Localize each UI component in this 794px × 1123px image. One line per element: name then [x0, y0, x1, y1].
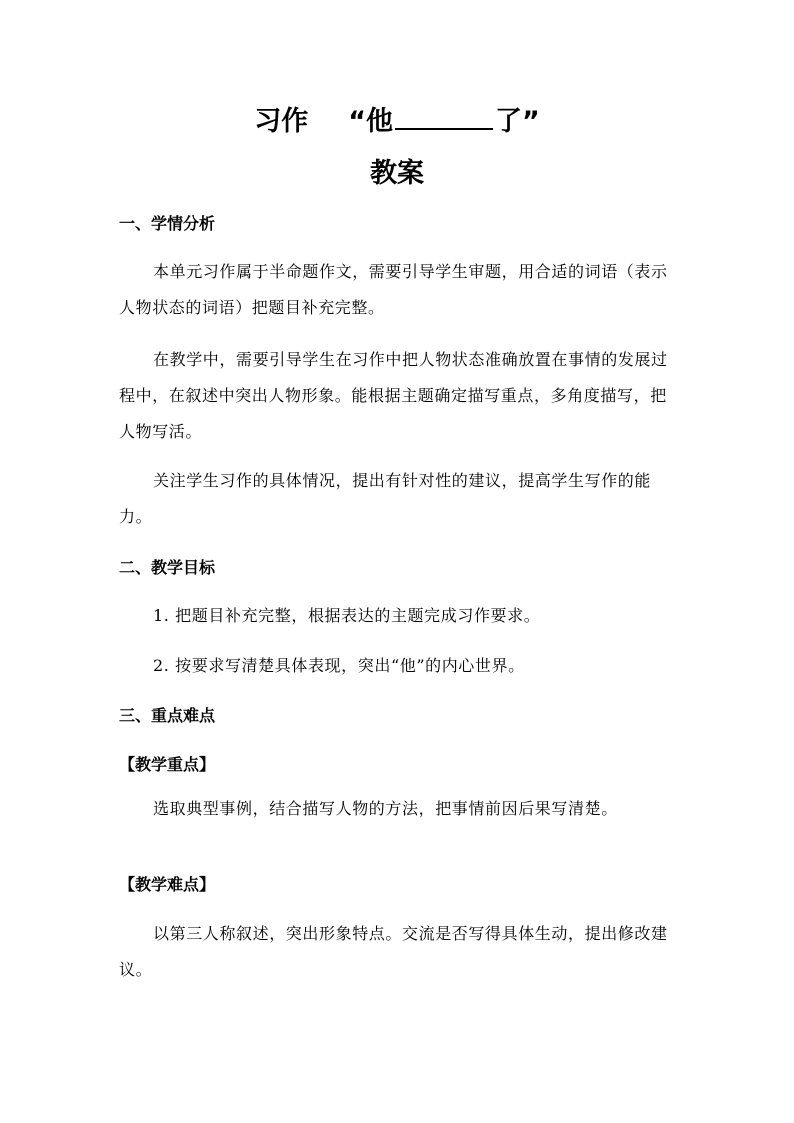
- section-heading-key-points: 三、重点难点: [119, 706, 216, 725]
- key-point-text: 选取典型事例，结合描写人物的方法，把事情前因后果写清楚。: [153, 799, 618, 818]
- title-quote-open: “他: [348, 106, 393, 137]
- title-blank-line: [395, 98, 493, 130]
- objective-item-2: 2. 按要求写清楚具体表现，突出“他”的内心世界。: [153, 656, 525, 675]
- title-quote-close: 了”: [495, 106, 540, 137]
- section-heading-analysis: 一、学情分析: [119, 214, 216, 233]
- key-point-label: 【教学重点】: [119, 755, 216, 774]
- analysis-paragraph-1: 本单元习作属于半命题作文，需要引导学生审题，用合适的词语（表示人物状态的词语）把题目补充完整。: [119, 262, 668, 317]
- document-title: [0, 98, 794, 140]
- section-heading-objectives: 二、教学目标: [119, 558, 216, 577]
- analysis-paragraph-3: 关注学生习作的具体情况，提出有针对性的建议，提高学生写作的能力。: [119, 471, 652, 526]
- analysis-paragraph-2: 在教学中，需要引导学生在习作中把人物状态准确放置在事情的发展过程中，在叙述中突出人物形象。能根据主题确定描写重点，多角度描写，把人物写活。: [119, 350, 668, 441]
- title-prefix: 习作: [254, 106, 309, 137]
- objective-item-1: 1. 把题目补充完整，根据表达的主题完成习作要求。: [153, 606, 541, 625]
- difficulty-label: 【教学难点】: [119, 875, 216, 894]
- difficulty-text: 以第三人称叙述，突出形象特点。交流是否写得具体生动，提出修改建议。: [119, 924, 668, 979]
- document-subtitle: 教案: [370, 158, 424, 189]
